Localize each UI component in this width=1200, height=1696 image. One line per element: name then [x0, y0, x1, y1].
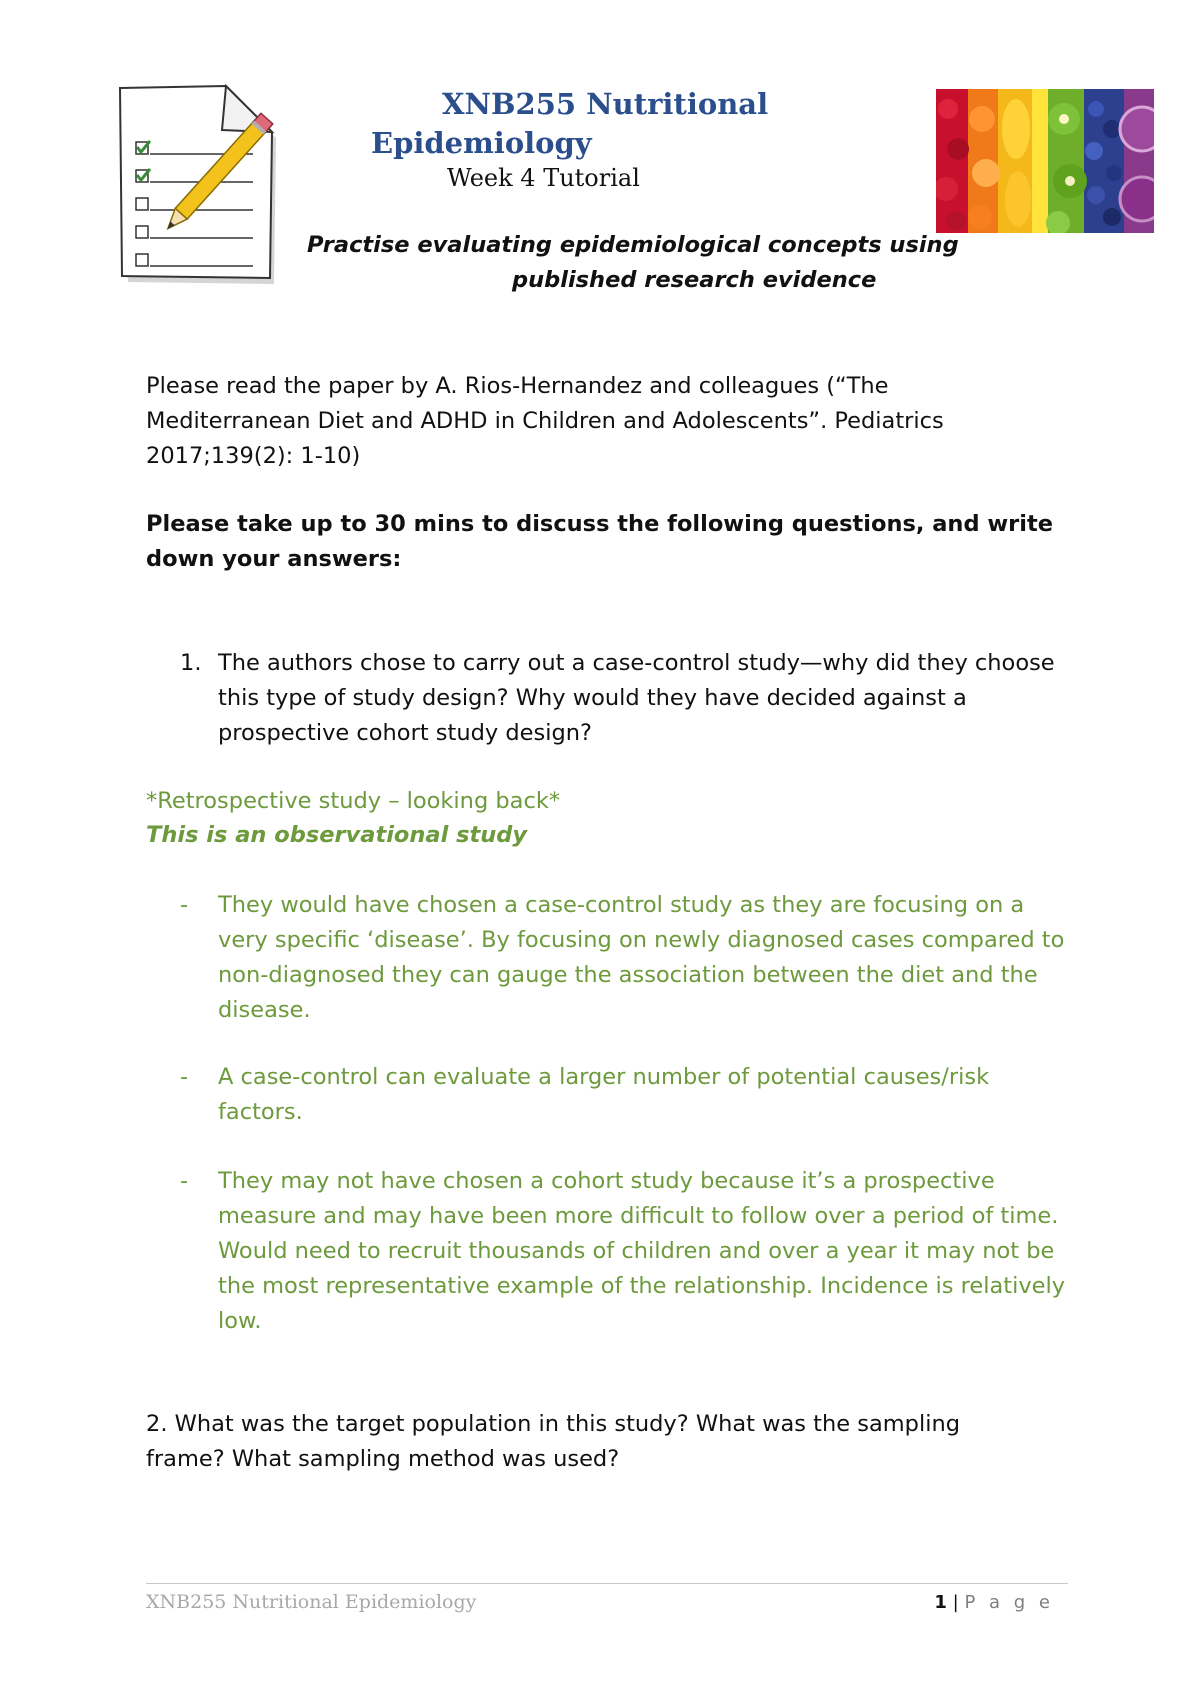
footer-page-indicator [934, 1592, 1054, 1613]
answer-note-retrospective: *Retrospective study – looking back* [146, 788, 561, 814]
bullet-text: They may not have chosen a cohort study because it’s a prospective measure and may have been more difficult to follow over a period of time. Would need to recruit thousands of children and over a year it may not be the most representative example of the relationship. Incidence is relatively low. [218, 1168, 1066, 1334]
bullet-dash: - [180, 1064, 189, 1090]
tagline-line-2: published research evidence [512, 267, 877, 293]
page-number: 1 [934, 1592, 947, 1613]
subtitle: Week 4 Tutorial [447, 164, 640, 192]
page-separator: | [952, 1592, 959, 1613]
instruction: Please take up to 30 mins to discuss the following questions, and write down your answers: [146, 511, 1053, 572]
answer-note-observational: This is an observational study [146, 822, 528, 848]
page-label: P a g e [964, 1592, 1054, 1613]
question-text: The authors chose to carry out a case-control study—why did they choose this type of study design? Why would they have decided against a prospective cohort study design? [218, 650, 1055, 746]
answer-bullet [180, 888, 1080, 1028]
answer-bullet [180, 1164, 1080, 1339]
bullet-text: They would have chosen a case-control study as they are focusing on a very specific ‘disease’. By focusing on newly diagnosed cases compared to non-diagnosed they can gauge the association between the diet and the disease. [218, 892, 1065, 1023]
title-line-2: Epidemiology [371, 126, 592, 160]
footer-course-name: XNB255 Nutritional Epidemiology [146, 1591, 477, 1613]
question-2: 2. What was the target population in this study? What was the sampling frame? What sampling method was used? [146, 1411, 961, 1472]
tagline-line-1: Practise evaluating epidemiological concepts using [307, 232, 959, 258]
question-number: 1. [180, 650, 202, 676]
bullet-text: A case-control can evaluate a larger number of potential causes/risk factors. [218, 1064, 990, 1125]
checklist-pencil-icon [118, 84, 284, 290]
fruit-rainbow-photo [936, 89, 1154, 233]
question-1 [180, 646, 1060, 751]
footer-divider [146, 1583, 1068, 1584]
bullet-dash: - [180, 1168, 189, 1194]
answer-bullet [180, 1060, 1080, 1130]
title-line-1: XNB255 Nutritional [442, 87, 769, 121]
bullet-dash: - [180, 892, 189, 918]
paper-reference: Please read the paper by A. Rios-Hernandez and colleagues (“The Mediterranean Diet and ADHD in Children and Adolescents”. Pediatrics 2017;139(2): 1-10) [146, 373, 944, 469]
